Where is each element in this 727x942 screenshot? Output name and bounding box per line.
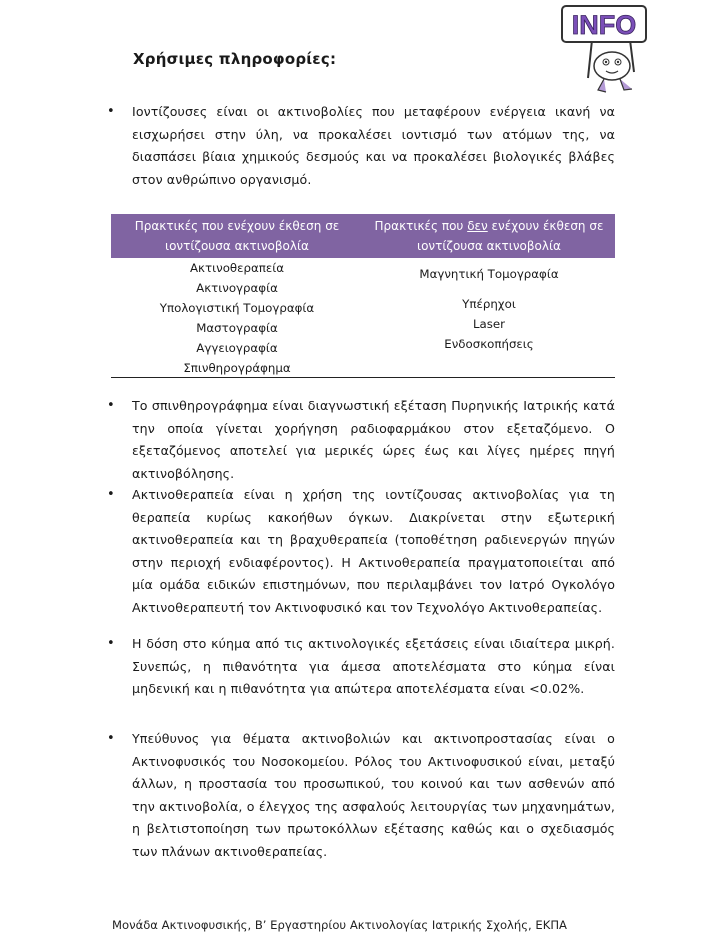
info-sign-logo <box>548 0 658 96</box>
table-body-row <box>111 258 615 378</box>
header-text-pre: Πρακτικές που <box>374 219 468 233</box>
list-item: Μαστογραφία <box>196 321 278 335</box>
list-item: Αγγειογραφία <box>196 341 278 355</box>
list-item: Μαγνητική Τομογραφία <box>419 267 559 281</box>
list-item: Σπινθηρογράφημα <box>183 361 291 375</box>
bullet-icon: • <box>107 636 115 651</box>
info-logo-text: INFO <box>571 10 637 40</box>
intro-paragraph <box>107 101 615 191</box>
header-ionizing-line1: Πρακτικές που ενέχουν έκθεση σε <box>134 219 340 233</box>
radiation-practices-table <box>111 214 615 378</box>
ionizing-practices-list <box>111 258 363 377</box>
list-item: Ακτινοθεραπεία <box>189 261 285 275</box>
bullet-icon: • <box>107 487 115 502</box>
header-ionizing <box>111 216 363 256</box>
paragraph-text: Ακτινοθεραπεία είναι η χρήση της ιοντίζουσας ακτινοβολίας για τη θεραπεία κυρίως κακοήθων όγκων. Διακρίνεται στην εξωτερική ακτινοθεραπεία και τη βραχυθεραπεία (τοποθέτηση ραδιενεργών πηγών στην περιοχή ενδιαφέροντος). Η Ακτινοθεραπεία πραγματοποιείται από μία ομάδα ειδικών επιστημόνων, που περιλαμβάνει τον Ιατρό Ογκολόγο Ακτινοθεραπευτή τον Ακτινοφυσικό και τον Τεχνολόγο Ακτινοθεραπείας. <box>132 487 615 615</box>
non-ionizing-practices-list <box>363 258 615 377</box>
scintigraphy-paragraph <box>107 395 615 485</box>
header-ionizing-line2: ιοντίζουσα ακτινοβολία <box>165 239 309 253</box>
header-non-ionizing <box>363 216 615 256</box>
table-header-row <box>111 214 615 258</box>
list-item: Ακτινογραφία <box>196 281 278 295</box>
fetal-dose-paragraph <box>107 633 615 701</box>
header-non-ionizing-line2: ιοντίζουσα ακτινοβολία <box>417 239 561 253</box>
bullet-icon: • <box>107 731 115 746</box>
medical-physicist-paragraph <box>107 728 615 863</box>
bullet-icon: • <box>107 104 115 119</box>
page-footer: Μονάδα Ακτινοφυσικής, Β’ Εργαστηρίου Ακτινολογίας Ιατρικής Σχολής, ΕΚΠΑ <box>112 918 567 932</box>
radiotherapy-paragraph <box>107 484 615 619</box>
paragraph-text: Η δόση στο κύημα από τις ακτινολογικές εξετάσεις είναι ιδιαίτερα μικρή. Συνεπώς, η πιθανότητα για άμεσα αποτελέσματα στο κύημα είναι μηδενική και η πιθανότητα για απώτερα αποτελέσματα είναι <0.02%. <box>132 636 615 696</box>
list-item: Laser <box>472 317 506 331</box>
intro-text: Ιοντίζουσες είναι οι ακτινοβολίες που μεταφέρουν ενέργεια ικανή να εισχωρήσει στην ύλη, να προκαλέσει ιοντισμό των ατόμων της, να διασπάσει βίαια χημικούς δεσμούς και να προκαλέσει βιολογικές βλάβες στον ανθρώπινο οργανισμό. <box>132 104 615 187</box>
paragraph-text: Υπεύθυνος για θέματα ακτινοβολιών και ακτινοπροστασίας είναι ο Ακτινοφυσικός του Νοσοκομείου. Ρόλος του Ακτινοφυσικού είναι, μεταξύ άλλων, η προστασία του προσωπικού, του κοινού και των ασθενών από την ακτινοβολία, ο έλεγχος της ασφαλούς λειτουργίας των μηχανημάτων, η βελτιστοποίηση των πρωτοκόλλων εξέτασης καθώς και ο σχεδιασμός των πλάνων ακτινοθεραπείας. <box>132 731 615 859</box>
list-item: Ενδοσκοπήσεις <box>444 337 534 351</box>
header-text-underlined: δεν <box>467 219 488 233</box>
paragraph-text: Το σπινθηρογράφημα είναι διαγνωστική εξέταση Πυρηνικής Ιατρικής κατά την οποία γίνεται χορήγηση ραδιοφαρμάκου στον εξεταζόμενο. Ο εξεταζόμενος αποτελεί για μερικές ώρες έως και λίγες ημέρες πηγή ακτινοβόλησης. <box>132 398 615 481</box>
header-non-ionizing-line1 <box>363 216 615 236</box>
page-heading: Χρήσιμες πληροφορίες: <box>133 50 337 68</box>
header-text-post: ενέχουν έκθεση σε <box>487 219 604 233</box>
bullet-icon: • <box>107 398 115 413</box>
list-item: Υπολογιστική Τομογραφία <box>159 301 315 315</box>
list-item: Υπέρηχοι <box>462 297 516 311</box>
